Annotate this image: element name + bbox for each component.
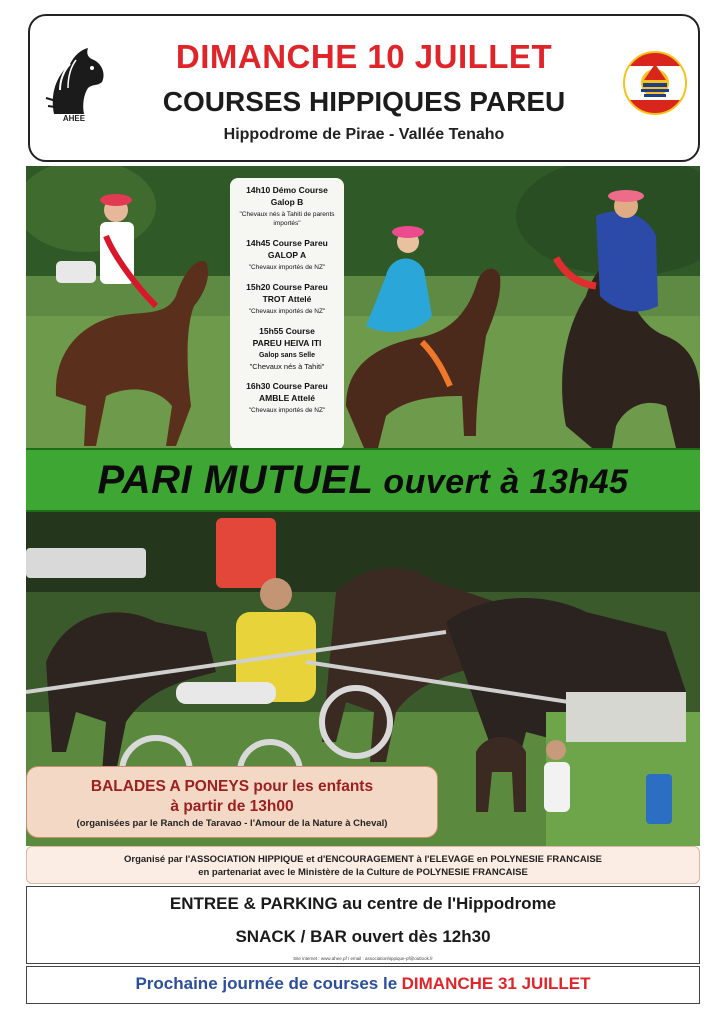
organizer-line-2: en partenariat avec le Ministère de la Culture de POLYNESIE FRANCAISE	[198, 867, 528, 878]
race-item	[234, 325, 340, 371]
pari-opening: ouvert à 13h45	[383, 462, 629, 501]
race-note: "Chevaux importés de NZ"	[248, 264, 326, 271]
next-race-label: Prochaine journée de courses le	[135, 974, 398, 993]
date-title: DIMANCHE 10 JUILLET	[175, 38, 553, 75]
info-box	[26, 886, 700, 964]
race-note: "Chevaux nés à Tahiti de parents importés"	[239, 211, 335, 227]
french-polynesia-emblem-icon	[622, 50, 688, 116]
pony-rides-box	[26, 766, 438, 838]
header-box	[28, 14, 700, 162]
race-time: 15h55 Course	[259, 326, 315, 336]
entrance-parking-text: ENTREE & PARKING au centre de l'Hippodrome	[169, 894, 557, 913]
next-race-day-box	[26, 966, 700, 1004]
pari-title: PARI MUTUEL	[97, 457, 374, 502]
race-time: 14h45 Course Pareu	[246, 238, 328, 248]
race-note: "Chevaux importés de NZ"	[248, 407, 326, 414]
race-type: AMBLE Attelé	[259, 393, 315, 403]
organizer-line-1: Organisé par l'ASSOCIATION HIPPIQUE et d'ENCOURAGEMENT à l'ELEVAGE en POLYNESIE FRANCAISE	[124, 854, 602, 865]
race-subtype: Galop sans Selle	[258, 352, 316, 359]
riders-photo	[26, 166, 700, 450]
race-note: "Chevaux nés à Tahiti"	[249, 362, 325, 371]
race-type: PAREU HEIVA ITI	[252, 338, 322, 348]
race-item	[234, 237, 340, 272]
race-type: GALOP A	[267, 250, 307, 260]
pony-rides-title: BALADES A PONEYS pour les enfants	[90, 778, 374, 795]
event-title: COURSES HIPPIQUES PAREU	[162, 86, 566, 117]
race-time: 16h30 Course Pareu	[246, 381, 328, 391]
race-time: 15h20 Course Pareu	[246, 282, 328, 292]
pari-mutuel-banner	[26, 448, 700, 512]
logo-left-text: AHEE	[62, 114, 86, 123]
race-item	[234, 184, 340, 228]
race-time: 14h10 Démo Course	[246, 185, 328, 195]
pony-rides-time: à partir de 13h00	[170, 798, 294, 815]
next-race-date: DIMANCHE 31 JUILLET	[401, 974, 591, 993]
pony-rides-organizer: (organisées par le Ranch de Taravao - l'Amour de la Nature à Cheval)	[76, 818, 388, 829]
snack-bar-text: SNACK / BAR ouvert dès 12h30	[235, 927, 491, 946]
organizer-box	[26, 846, 700, 884]
race-type: TROT Attelé	[262, 294, 312, 304]
venue-text: Hippodrome de Pirae - Vallée Tenaho	[223, 126, 505, 143]
website-note: Site internet : www.ahee.pf / email : associationhippique-pf@outlook.fr	[293, 956, 433, 961]
race-note: "Chevaux importés de NZ"	[248, 308, 326, 315]
race-schedule	[230, 178, 344, 450]
race-item	[234, 380, 340, 415]
race-item	[234, 281, 340, 316]
race-type: Galop B	[270, 197, 304, 207]
